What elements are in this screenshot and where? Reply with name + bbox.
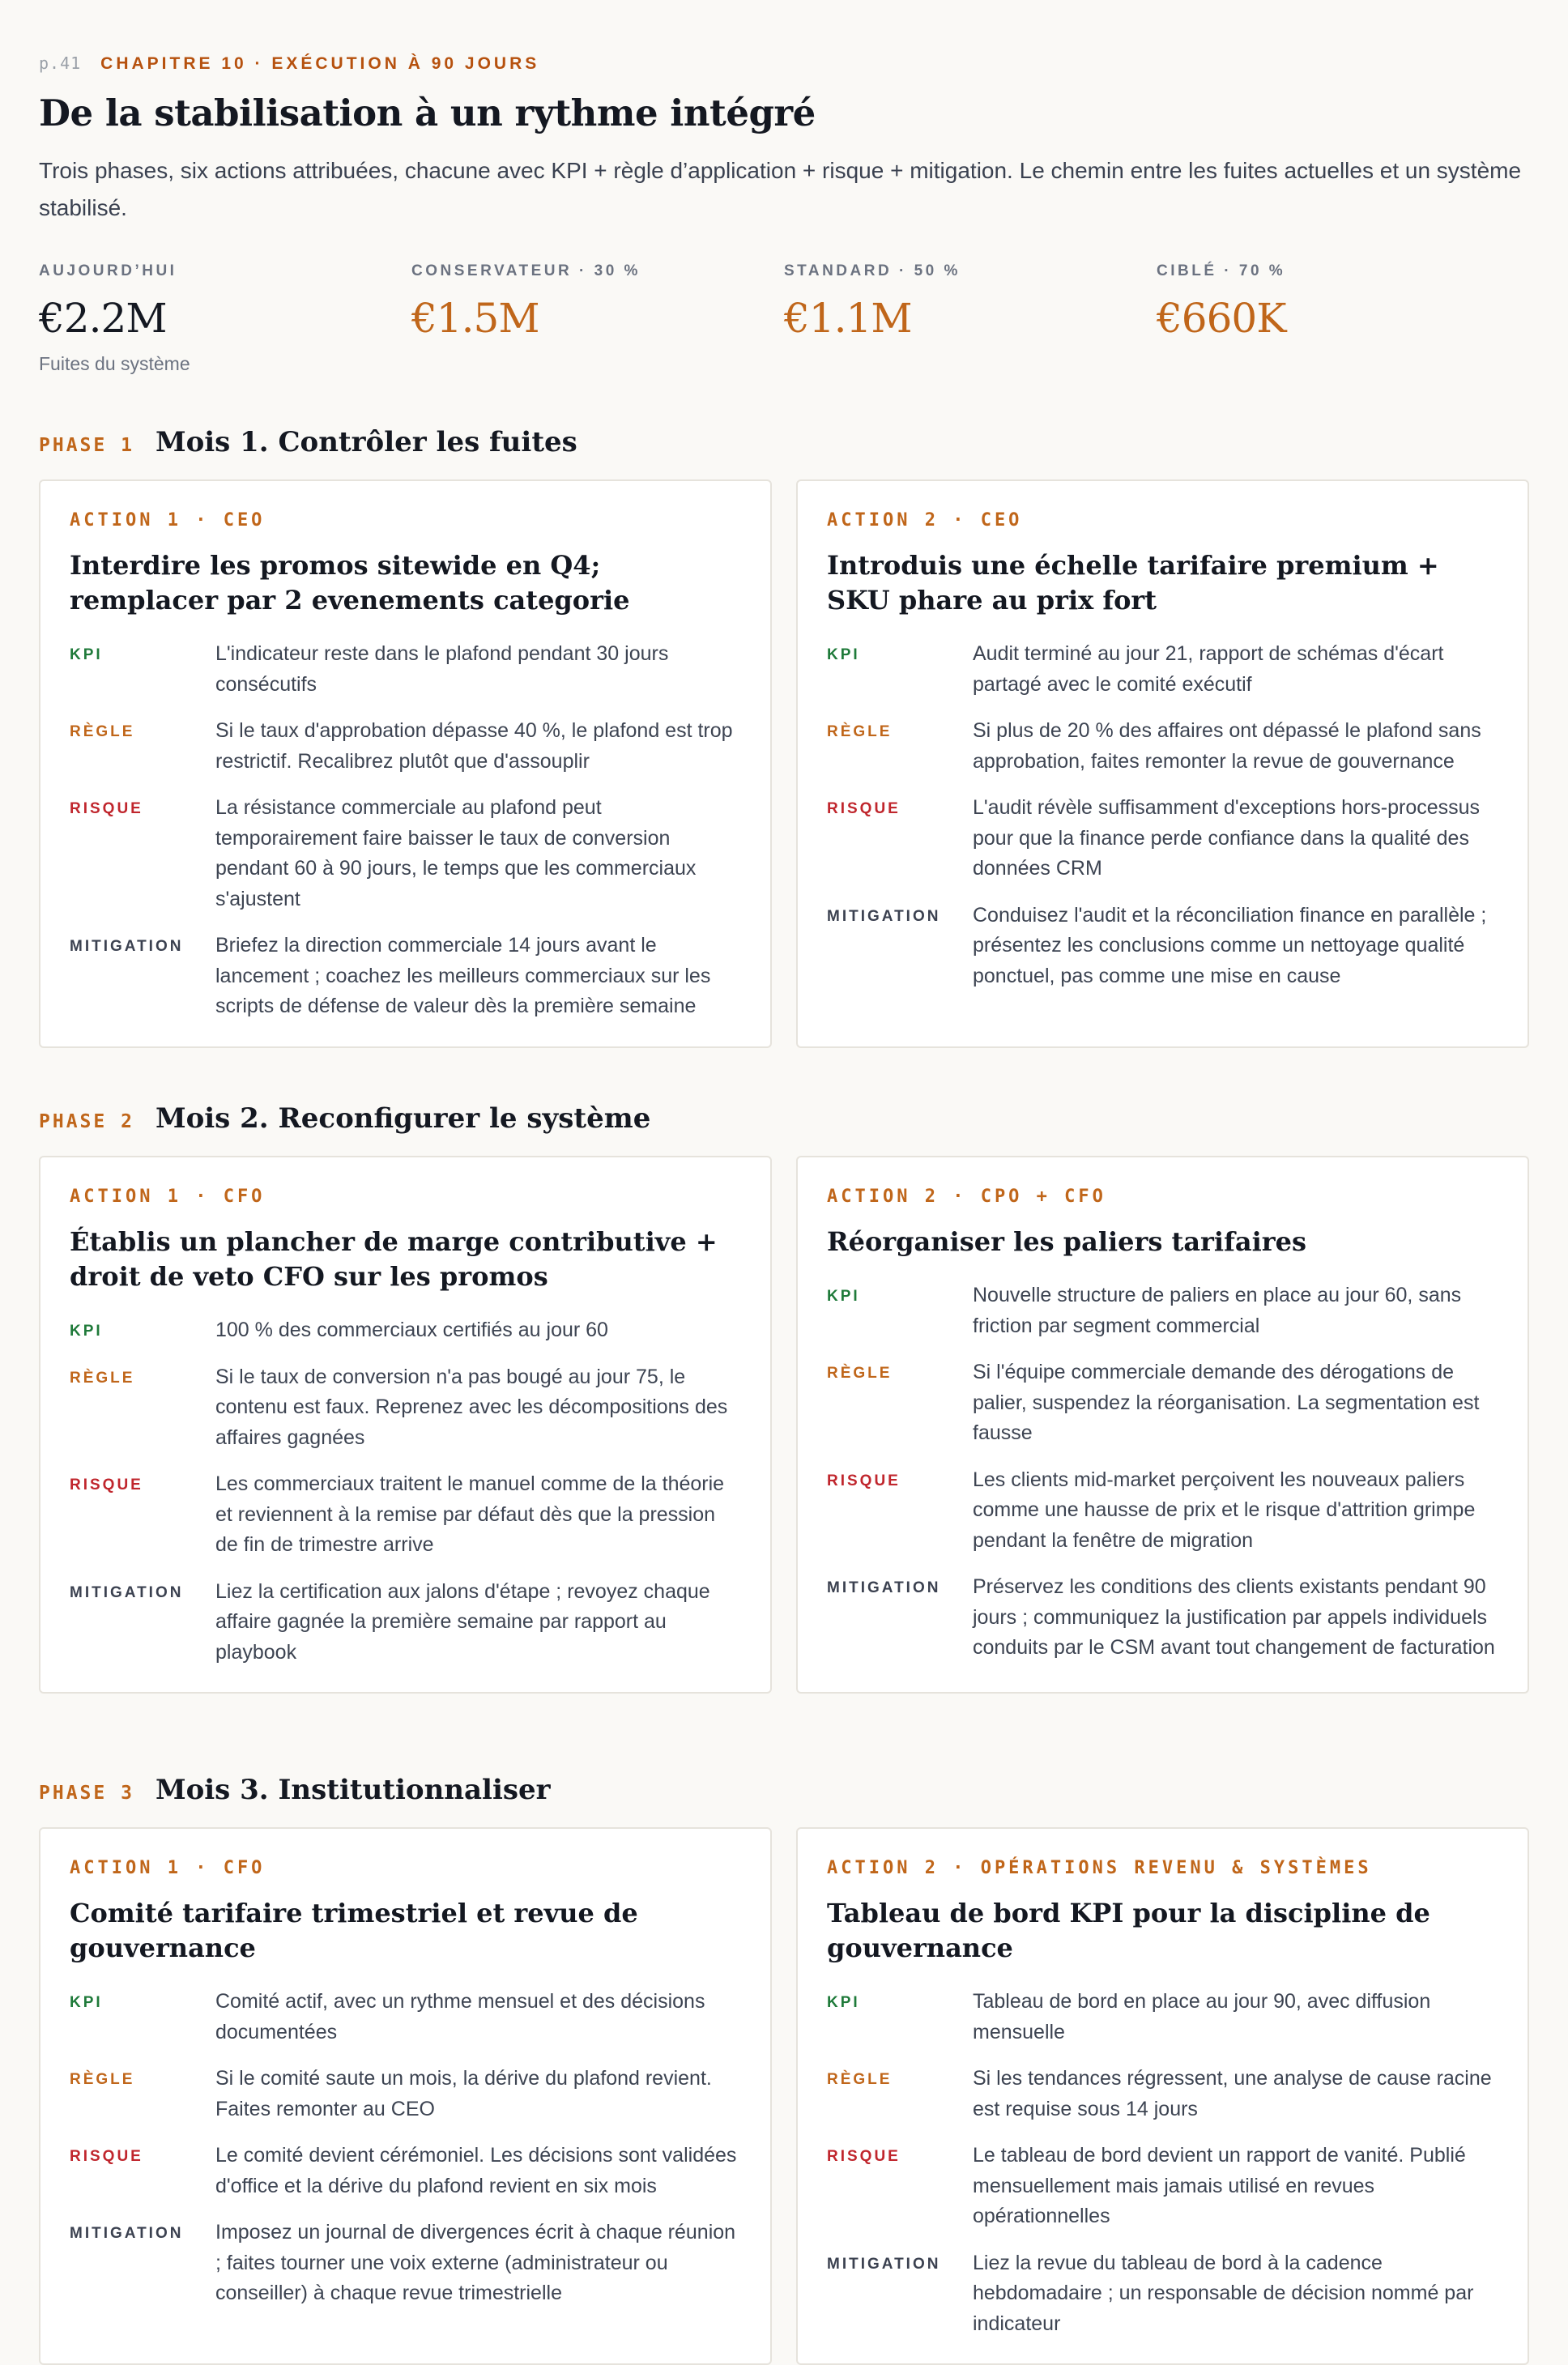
risque-text: Le comité devient cérémoniel. Les décisions sont validées d'office et la dérive du plafond revient en six mois [215, 2144, 737, 2197]
stat-value: €1.5M [411, 295, 539, 342]
mitigation-label: MITIGATION [70, 938, 184, 955]
action-title: Interdire les promos sitewide en Q4; remplacer par 2 evenements categorie [70, 550, 630, 616]
regle-label: RÈGLE [70, 1369, 135, 1387]
mitigation-label: MITIGATION [70, 2225, 184, 2242]
kpi-row [70, 1987, 741, 2048]
risque-label: RISQUE [70, 1477, 143, 1494]
kpi-label: KPI [827, 1288, 860, 1305]
mitigation-label: MITIGATION [827, 1579, 941, 1596]
regle-row [70, 716, 741, 777]
risque-row [70, 2141, 741, 2201]
stat-value: €660K [1157, 295, 1286, 342]
mitigation-row [70, 1577, 741, 1668]
phase-tag: PHASE 2 [39, 1111, 134, 1132]
phase-header [39, 1102, 1529, 1135]
kpi-row [827, 1281, 1498, 1341]
kpi-text: Comité actif, avec un rythme mensuel et des décisions documentées [215, 1990, 705, 2043]
action-grid [39, 1827, 1529, 2365]
regle-label: RÈGLE [70, 2071, 135, 2088]
kpi-row [70, 1315, 741, 1346]
action-card [39, 479, 772, 1048]
mitigation-row [827, 901, 1498, 992]
action-tag: ACTION 2 · OPÉRATIONS REVENU & SYSTÈMES [827, 1858, 1372, 1878]
risque-label: RISQUE [70, 800, 143, 817]
risque-row [827, 1465, 1498, 1557]
mitigation-text: Briefez la direction commerciale 14 jours avant le lancement ; coachez les meilleurs commerciaux sur les scripts de défense de valeur dès la première semaine [215, 934, 711, 1017]
kpi-text: Audit terminé au jour 21, rapport de schémas d'écart partagé avec le comité exécutif [973, 642, 1444, 696]
regle-text: Si le comité saute un mois, la dérive du plafond revient. Faites remonter au CEO [215, 2067, 712, 2120]
mitigation-row [70, 2218, 741, 2309]
phase-title: Mois 2. Reconfigurer le système [155, 1102, 651, 1135]
intro-text: Trois phases, six actions attribuées, chacune avec KPI + règle d’application + risque + mitigation. Le chemin entre les fuites actuelles et un système stabilisé. [39, 158, 1522, 220]
kpi-label: KPI [827, 646, 860, 663]
action-tag: ACTION 1 · CEO [70, 510, 266, 531]
regle-text: Si l'équipe commerciale demande des dérogations de palier, suspendez la réorganisation. La segmentation est fausse [973, 1361, 1480, 1444]
phase-title: Mois 1. Contrôler les fuites [155, 426, 577, 458]
mitigation-text: Conduisez l'audit et la réconciliation finance en parallèle ; présentez les conclusions comme un nettoyage qualité ponctuel, pas comme une mise en cause [973, 903, 1487, 987]
action-grid [39, 1156, 1529, 1694]
action-details [827, 1281, 1498, 1664]
action-card [796, 1827, 1529, 2365]
action-card [796, 479, 1529, 1048]
mitigation-label: MITIGATION [827, 2255, 941, 2273]
kpi-text: Tableau de bord en place au jour 90, avec diffusion mensuelle [973, 1990, 1431, 2043]
risque-text: Les clients mid-market perçoivent les nouveaux paliers comme une hausse de prix et le risque d'attrition grimpe pendant la fenêtre de migration [973, 1468, 1476, 1552]
action-tag: ACTION 2 · CEO [827, 510, 1023, 531]
kpi-label: KPI [827, 1994, 860, 2011]
action-title: Tableau de bord KPI pour la discipline de gouvernance [827, 1898, 1430, 1963]
action-details [827, 639, 1498, 991]
phase-section [39, 1102, 1529, 1694]
mitigation-text: Liez la certification aux jalons d'étape ; revoyez chaque affaire gagnée la première semaine par rapport au playbook [215, 1579, 710, 1664]
stat-label: AUJOURD’HUI [39, 262, 177, 279]
regle-row [827, 716, 1498, 777]
action-details [70, 1315, 741, 1668]
action-details [827, 1987, 1498, 2339]
action-details [70, 639, 741, 1022]
regle-row [70, 1362, 741, 1454]
stat-label: CONSERVATEUR · 30 % [411, 262, 641, 279]
chapter-label: CHAPITRE 10 · EXÉCUTION À 90 JOURS [100, 54, 540, 73]
kicker [39, 53, 1529, 74]
risque-row [70, 1469, 741, 1561]
stat-label: STANDARD · 50 % [784, 262, 961, 279]
stat-today [39, 262, 411, 375]
regle-label: RÈGLE [827, 2071, 893, 2088]
regle-label: RÈGLE [827, 723, 893, 740]
risque-row [827, 793, 1498, 884]
risque-text: Les commerciaux traitent le manuel comme de la théorie et reviennent à la remise par défaut dès que la pression de fin de trimestre arrive [215, 1472, 725, 1556]
mitigation-row [70, 931, 741, 1022]
stat-value: €1.1M [784, 295, 912, 342]
action-title: Comité tarifaire trimestriel et revue de gouvernance [70, 1898, 638, 1963]
stat-targeted [1157, 262, 1529, 375]
action-title: Introduis une échelle tarifaire premium + SKU phare au prix fort [827, 550, 1439, 616]
regle-label: RÈGLE [827, 1365, 893, 1382]
kpi-row [827, 639, 1498, 700]
mitigation-label: MITIGATION [827, 907, 941, 925]
regle-text: Si le taux de conversion n'a pas bougé au jour 75, le contenu est faux. Reprenez avec les décompositions des affaires gagnées [215, 1365, 728, 1449]
stat-label: CIBLÉ · 70 % [1157, 262, 1286, 279]
kpi-text: L'indicateur reste dans le plafond pendant 30 jours consécutifs [215, 642, 669, 696]
phase-section [39, 426, 1529, 1048]
stat-standard [784, 262, 1157, 375]
stat-sub: Fuites du système [39, 353, 190, 374]
action-tag: ACTION 2 · CPO + CFO [827, 1187, 1106, 1207]
mitigation-text: Imposez un journal de divergences écrit à chaque réunion ; faites tourner une voix externe (administrateur ou conseiller) à chaque revue trimestrielle [215, 2221, 736, 2304]
action-card [796, 1156, 1529, 1694]
kpi-label: KPI [70, 1323, 103, 1340]
phase-header [39, 1774, 1529, 1806]
action-title: Réorganiser les paliers tarifaires [827, 1226, 1306, 1257]
action-details [70, 1987, 741, 2309]
stats-row [39, 262, 1529, 375]
mitigation-label: MITIGATION [70, 1583, 184, 1601]
page-title: De la stabilisation à un rythme intégré [39, 92, 816, 134]
regle-row [827, 1357, 1498, 1449]
risque-label: RISQUE [70, 2148, 143, 2165]
phase-header [39, 426, 1529, 458]
action-card [39, 1156, 772, 1694]
kpi-row [827, 1987, 1498, 2048]
risque-text: Le tableau de bord devient un rapport de vanité. Publié mensuellement mais jamais utilisé en revues opérationnelles [973, 2144, 1466, 2227]
page-number: p.41 [39, 53, 82, 73]
risque-label: RISQUE [827, 2148, 901, 2165]
risque-row [827, 2141, 1498, 2232]
action-tag: ACTION 1 · CFO [70, 1858, 266, 1878]
regle-text: Si plus de 20 % des affaires ont dépassé le plafond sans approbation, faites remonter la revue de gouvernance [973, 719, 1481, 773]
regle-text: Si les tendances régressent, une analyse de cause racine est requise sous 14 jours [973, 2067, 1492, 2120]
kpi-label: KPI [70, 646, 103, 663]
risque-text: L'audit révèle suffisamment d'exceptions hors-processus pour que la finance perde confiance dans la qualité des données CRM [973, 796, 1481, 880]
risque-text: La résistance commerciale au plafond peut temporairement faire baisser le taux de conversion pendant 60 à 90 jours, le temps que les commerciaux s'ajustent [215, 796, 697, 910]
mitigation-row [827, 1572, 1498, 1664]
kpi-text: 100 % des commerciaux certifiés au jour 60 [215, 1319, 608, 1341]
regle-text: Si le taux d'approbation dépasse 40 %, le plafond est trop restrictif. Recalibrez plutôt que d'assouplir [215, 719, 733, 773]
stat-value: €2.2M [39, 295, 167, 342]
risque-label: RISQUE [827, 1472, 901, 1489]
phase-title: Mois 3. Institutionnaliser [155, 1774, 551, 1806]
regle-row [827, 2064, 1498, 2124]
phase-tag: PHASE 1 [39, 435, 134, 456]
phase-section [39, 1774, 1529, 2365]
regle-label: RÈGLE [70, 723, 135, 740]
action-grid [39, 479, 1529, 1048]
action-tag: ACTION 1 · CFO [70, 1187, 266, 1207]
mitigation-row [827, 2248, 1498, 2340]
mitigation-text: Préservez les conditions des clients existants pendant 90 jours ; communiquez la justification par appels individuels conduits par le CSM avant tout changement de facturation [973, 1575, 1495, 1659]
risque-label: RISQUE [827, 800, 901, 817]
risque-row [70, 793, 741, 914]
stat-conservative [411, 262, 784, 375]
action-card [39, 1827, 772, 2365]
phase-tag: PHASE 3 [39, 1783, 134, 1804]
kpi-text: Nouvelle structure de paliers en place au jour 60, sans friction par segment commercial [973, 1284, 1462, 1337]
kpi-label: KPI [70, 1994, 103, 2011]
kpi-row [70, 639, 741, 700]
regle-row [70, 2064, 741, 2124]
action-title: Établis un plancher de marge contributive + droit de veto CFO sur les promos [70, 1226, 718, 1292]
mitigation-text: Liez la revue du tableau de bord à la cadence hebdomadaire ; un responsable de décision nommé par indicateur [973, 2251, 1474, 2335]
